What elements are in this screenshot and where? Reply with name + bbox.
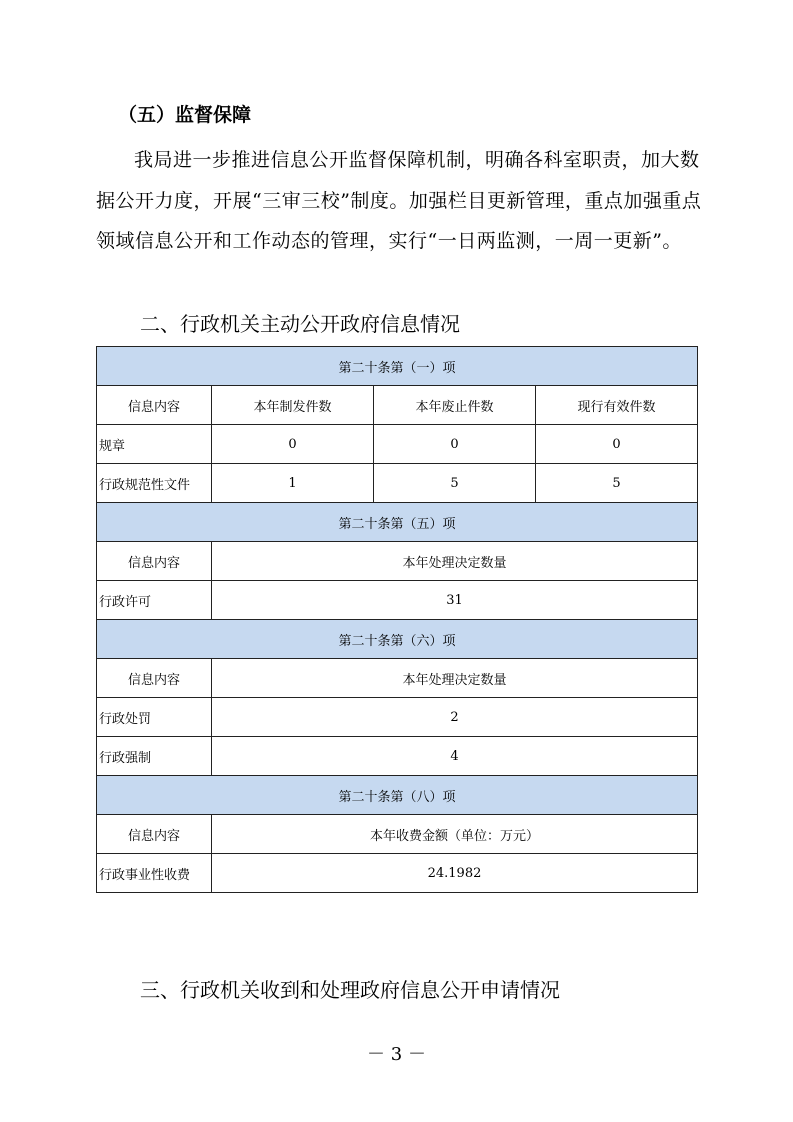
section-row (97, 347, 698, 386)
col-header: 信息内容 (97, 659, 212, 698)
heading-proactive-disclosure: 二、行政机关主动公开政府信息情况 (140, 312, 460, 336)
cell: 0 (212, 425, 374, 464)
row-label: 行政许可 (97, 581, 212, 620)
section-row (97, 503, 698, 542)
section-paragraph: 我局进一步推进信息公开监督保障机制，明确各科室职责，加大数据公开力度，开展“三审三校”制度。加强栏目更新管理，重点加强重点领域信息公开和工作动态的管理，实行“一日两监测，一周一更新”。 (96, 149, 702, 252)
table-row (97, 698, 698, 737)
cell: 1 (212, 464, 374, 503)
page-number: － 3 － (367, 1044, 426, 1065)
col-header: 本年制发件数 (212, 386, 374, 425)
section-row (97, 776, 698, 815)
col-header: 本年废止件数 (374, 386, 536, 425)
section-title: 第二十条第（五）项 (97, 503, 698, 542)
cell: 24.1982 (212, 854, 698, 893)
row-label: 行政规范性文件 (97, 464, 212, 503)
col-header: 本年收费金额（单位：万元） (212, 815, 698, 854)
header-row (97, 542, 698, 581)
col-header: 本年处理决定数量 (212, 542, 698, 581)
cell: 4 (212, 737, 698, 776)
section-title: 第二十条第（六）项 (97, 620, 698, 659)
cell: 5 (536, 464, 698, 503)
table-row (97, 854, 698, 893)
cell: 5 (374, 464, 536, 503)
section-title: 第二十条第（八）项 (97, 776, 698, 815)
col-header: 本年处理决定数量 (212, 659, 698, 698)
row-label: 行政处罚 (97, 698, 212, 737)
section-heading: （五）监督保障 (118, 104, 252, 126)
table-row (97, 464, 698, 503)
col-header: 现行有效件数 (536, 386, 698, 425)
col-header: 信息内容 (97, 815, 212, 854)
row-label: 行政事业性收费 (97, 854, 212, 893)
cell: 0 (536, 425, 698, 464)
col-header: 信息内容 (97, 542, 212, 581)
section-row (97, 620, 698, 659)
cell: 0 (374, 425, 536, 464)
cell: 31 (212, 581, 698, 620)
row-label: 规章 (97, 425, 212, 464)
row-label: 行政强制 (97, 737, 212, 776)
disclosure-table (96, 346, 698, 893)
header-row (97, 659, 698, 698)
cell: 2 (212, 698, 698, 737)
section-title: 第二十条第（一）项 (97, 347, 698, 386)
col-header: 信息内容 (97, 386, 212, 425)
table-row (97, 581, 698, 620)
table-row (97, 737, 698, 776)
header-row (97, 815, 698, 854)
header-row (97, 386, 698, 425)
heading-applications: 三、行政机关收到和处理政府信息公开申请情况 (140, 978, 560, 1002)
table-row (97, 425, 698, 464)
